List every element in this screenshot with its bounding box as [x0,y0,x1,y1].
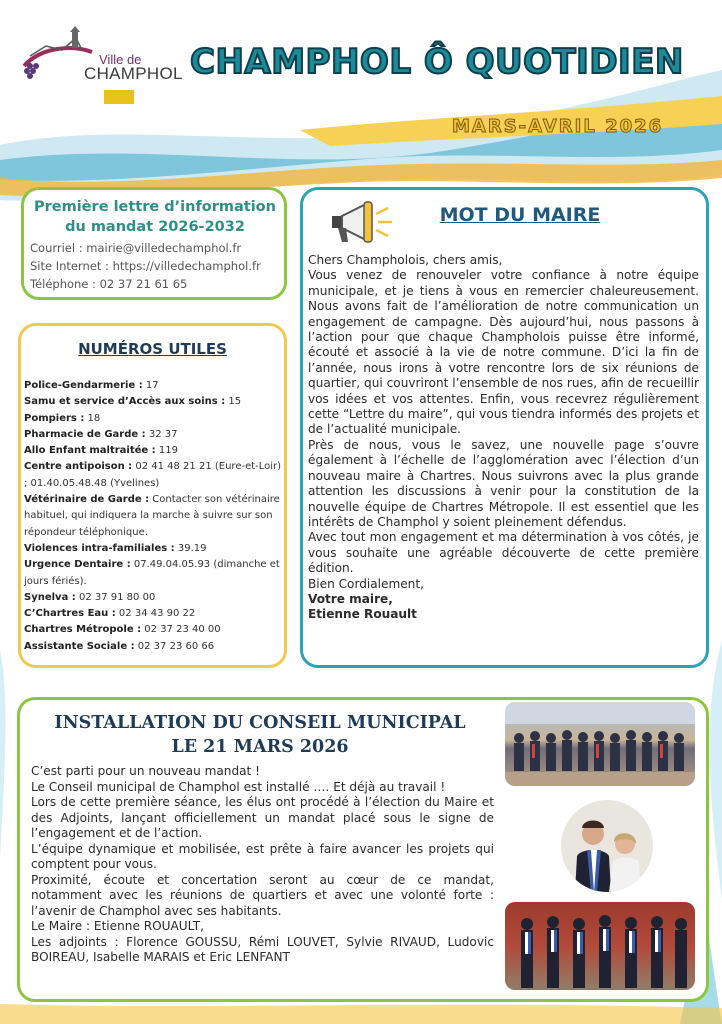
maire-closing: Bien Cordialement, [308,576,424,591]
maire-paragraph: Vous venez de renouveler votre confiance à notre équipe municipale, et je tiens à vous en remercier chaleureusement. Nous avons fait de l’amélioration de notre communication un engagement de campagne. Dès aujourd’hui, nous passons à l’action pour que chaque Champholois puisse être informé, écouté et associé à la vie de notre commune. D’ici la fin de l’année, nous irons à votre rencontre lors de six réunions de quartier, qui couvriront l’ensemble de nos rues, afin de recueillir vos idées et vos attentes. Enfin, vous recevrez régulièrement cette “Lettre du maire”, qui vous tiendra informés des projets et de l’actualité municipale. [308,268,699,437]
telephone: Téléphone : 02 37 21 61 65 [30,277,188,291]
maire-letter [308,253,699,623]
list-item: Vétérinaire de Garde : Contacter son vétérinaire habituel, qui indiquera la marche à suivre sur son répondeur téléphonique. [24,494,280,538]
maire-sign-title: Votre maire, [308,591,393,606]
list-item: Urgence Dentaire : 07.49.04.05.93 (dimanche et jours fériés). [24,559,280,587]
conseil-line: Le Conseil municipal de Champhol est installé …. Et déjà au travail ! [31,779,446,794]
group-photo-1 [505,702,695,786]
site-internet[interactable]: Site Internet : https://villedechamphol.fr [30,259,261,273]
mayor-portrait-photo [561,800,653,892]
people-photo-icon [505,902,695,990]
conseil-title-line1: INSTALLATION DU CONSEIL MUNICIPAL [54,713,466,733]
list-item: Chartres Métropole : 02 37 23 40 00 [24,624,221,636]
conseil-title-line2: LE 21 MARS 2026 [171,737,349,757]
list-item: Allo Enfant maltraitée : 119 [24,445,178,457]
list-item: Police-Gendarmerie : 17 [24,380,159,391]
list-item: Centre antipoison : 02 41 48 21 21 (Eure-et-Loir) ; 01.40.05.48.48 (Yvelines) [24,461,282,489]
issue-date: MARS-AVRIL 2026 [452,116,664,137]
conseil-title [30,711,490,759]
info-title-line1: Première lettre d’information [34,199,276,215]
maire-paragraph: Avec tout mon engagement et ma détermination à vos côtés, je vous souhaite une agréable découverte de cette première édition. [308,530,699,576]
list-item: Samu et service d’Accès aux soins : 15 [24,396,242,408]
megaphone-icon [328,198,396,246]
conseil-line: C’est parti pour un nouveau mandat ! [31,764,260,778]
fleur-label-icon [104,90,134,104]
conseil-line: Les adjoints : Florence GOUSSU, Rémi LOUVET, Sylvie RIVAUD, Ludovic BOIREAU, Isabelle MARAIS et Eric LENFANT [31,934,494,964]
list-item: Synelva : 02 37 91 80 00 [24,591,156,603]
conseil-line: Le Maire : Etienne ROUAULT, [31,919,204,933]
portrait-photo-icon [561,800,653,892]
page-title: CHAMPHOL Ô QUOTIDIEN [190,42,684,82]
list-item: Pharmacie de Garde : 32 37 [24,428,178,440]
list-item: Assistante Sociale : 02 37 23 60 66 [24,640,215,652]
list-item: C’Chartres Eau : 02 34 43 90 22 [24,608,196,620]
courriel[interactable]: Courriel : mairie@villedechamphol.fr [30,241,242,255]
maire-title: MOT DU MAIRE [439,204,601,226]
conseil-line: L’équipe dynamique et mobilisée, est prête à faire avancer les projets qui comptent pour vous. [31,841,494,871]
list-item: Pompiers : 18 [24,412,101,424]
list-item: Violences intra-familiales : 39.19 [24,542,207,554]
group-photo-2 [505,902,695,990]
numeros-title: NUMÉROS UTILES [78,340,227,358]
conseil-line: Proximité, écoute et concertation seront au cœur de ce mandat, notamment avec les réunions de quartiers et avec une volonté forte : l’avenir de Champhol avec ses habitants. [31,872,494,918]
people-photo-icon [505,702,695,786]
conseil-text [31,764,494,966]
numeros-list [24,378,282,655]
conseil-line: Lors de cette première séance, les élus ont procédé à l’élection du Maire et des Adjoints, lançant officiellement un mandat placé sous le signe de l’engagement et de l’action. [31,795,494,840]
logo-name: CHAMPHOL [84,64,183,83]
maire-greeting: Chers Champholois, chers amis, [308,253,503,267]
maire-paragraph: Près de nous, vous le savez, une nouvelle page s’ouvre également à l’échelle de l’agglomération avec l’élection d’un nouveau maire à Chartres. Nous suivrons avec la plus grande attention les discussions à venir pour la constitution de la nouvelle équipe de Chartres Métropole. Il est essentiel que les intérêts de Champhol y soient pleinement défendus. [308,437,699,529]
info-title-line2: du mandat 2026-2032 [65,219,245,235]
logo-ville: Ville de [99,52,142,67]
maire-sign-name: Etienne Rouault [308,607,417,622]
info-title [32,197,278,237]
